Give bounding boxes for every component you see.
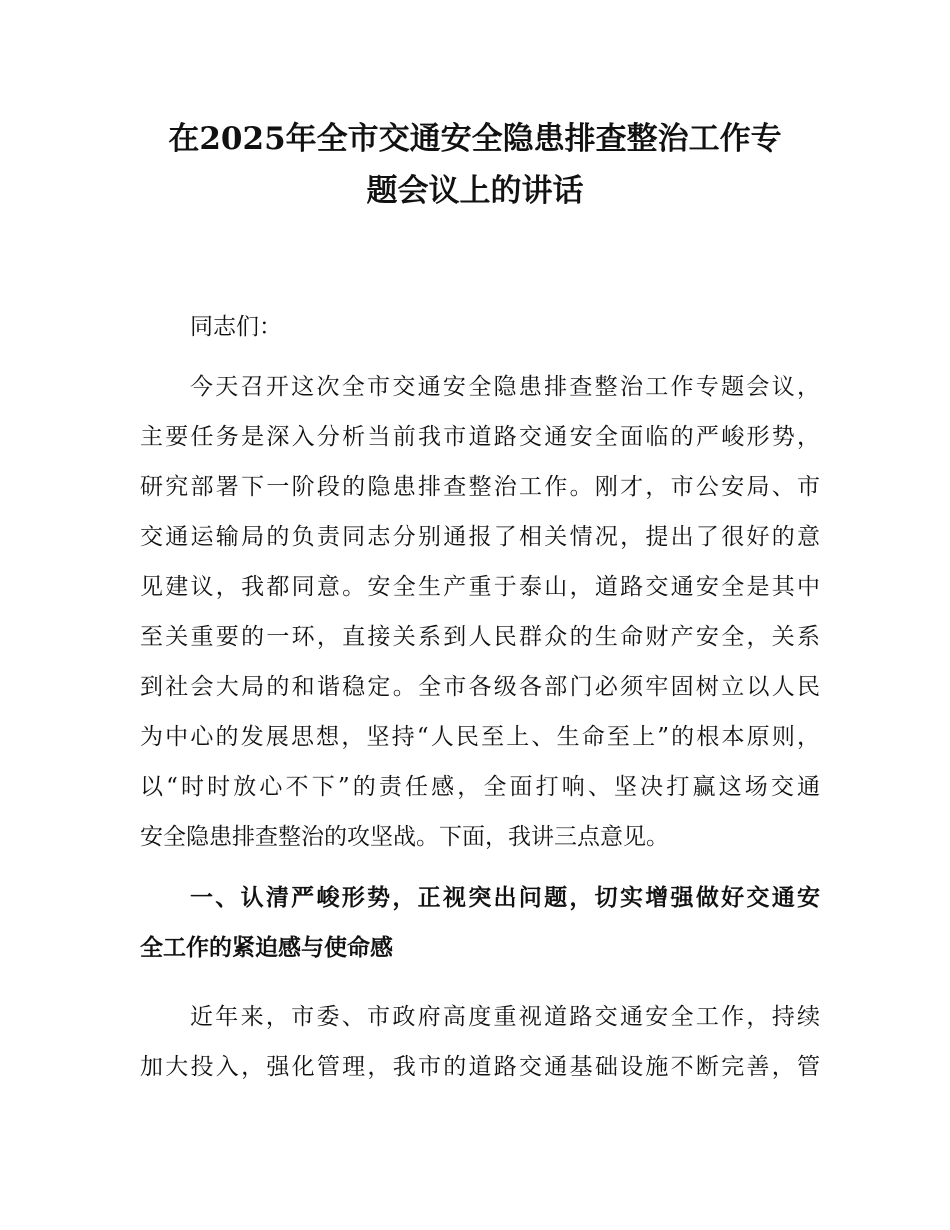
section-heading-1 [140, 873, 820, 973]
heading-line: 一、认清严峻形势，正视突出问题，切实增强做好交通安 [190, 885, 820, 911]
paragraph-line: 以“时时放心不下”的责任感，全面打响、坚决打赢这场交通 [140, 774, 820, 800]
greeting: 同志们： [190, 314, 282, 340]
heading-line: 全工作的紧迫感与使命感 [140, 935, 393, 961]
paragraph-line: 今天召开这次全市交通安全隐患排查整治工作专题会议， [190, 374, 820, 400]
document-title-line-2: 题会议上的讲话 [366, 173, 584, 209]
paragraph-line: 研究部署下一阶段的隐患排查整治工作。刚才，市公安局、市 [140, 474, 820, 500]
paragraph-1 [140, 362, 820, 862]
paragraph-line: 安全隐患排查整治的攻坚战。下面，我讲三点意见。 [140, 824, 669, 850]
paragraph-line: 近年来，市委、市政府高度重视道路交通安全工作，持续 [190, 1004, 820, 1030]
paragraph-line: 加大投入，强化管理，我市的道路交通基础设施不断完善，管 [140, 1054, 820, 1080]
paragraph-line: 交通运输局的负责同志分别通报了相关情况，提出了很好的意 [140, 524, 820, 550]
paragraph-line: 到社会大局的和谐稳定。全市各级各部门必须牢固树立以人民 [140, 674, 820, 700]
document-title-line-1: 在2025年全市交通安全隐患排查整治工作专 [168, 121, 782, 157]
paragraph-2 [140, 992, 820, 1092]
paragraph-line: 至关重要的一环，直接关系到人民群众的生命财产安全，关系 [140, 624, 820, 650]
paragraph-line: 见建议，我都同意。安全生产重于泰山，道路交通安全是其中 [140, 574, 820, 600]
paragraph-line: 为中心的发展思想，坚持“人民至上、生命至上”的根本原则， [140, 724, 820, 750]
paragraph-line: 主要任务是深入分析当前我市道路交通安全面临的严峻形势， [140, 424, 820, 450]
